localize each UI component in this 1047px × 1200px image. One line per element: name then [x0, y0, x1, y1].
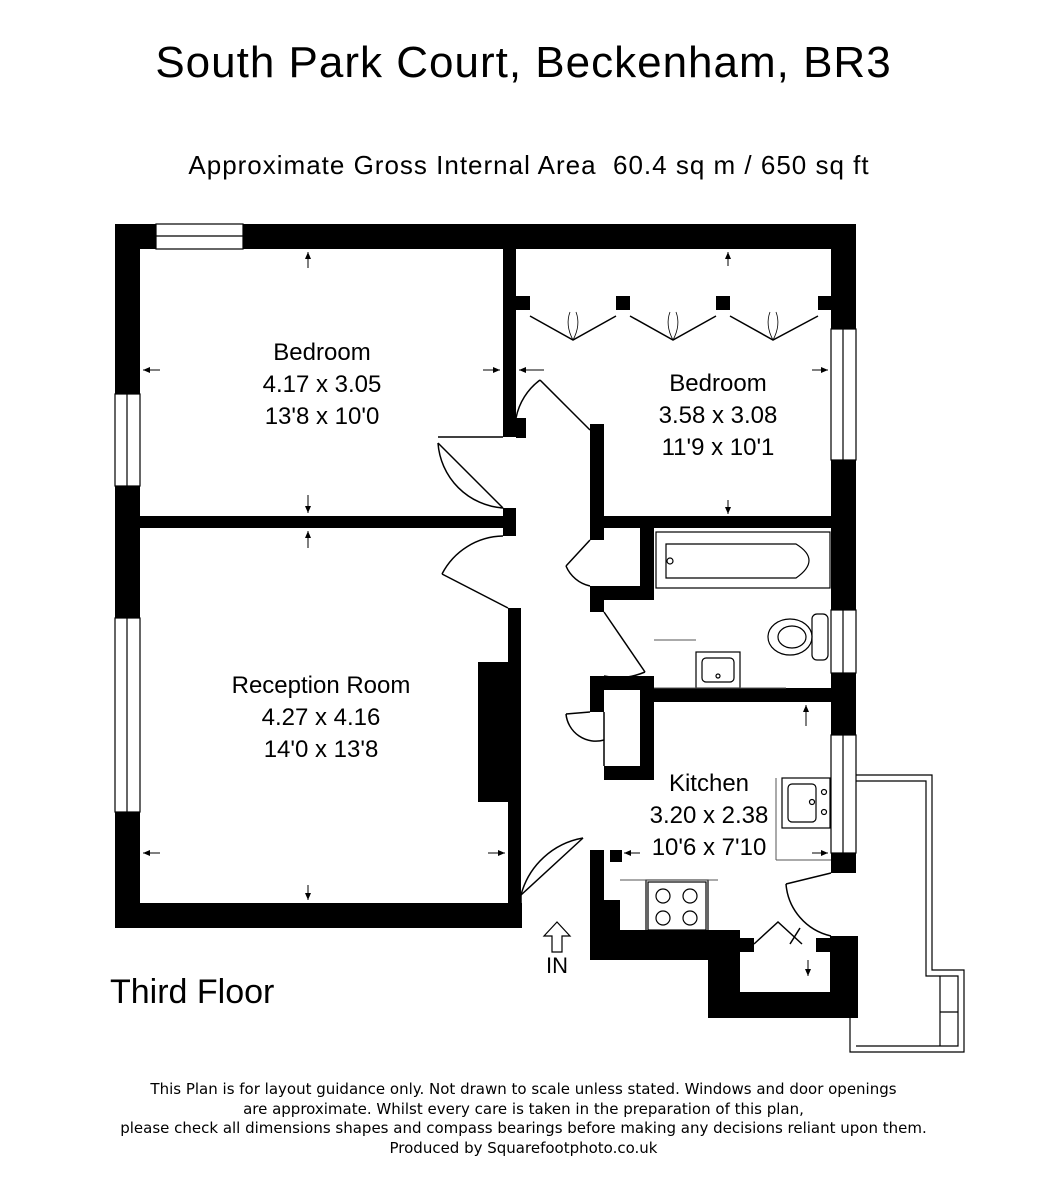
outer-walls: [115, 224, 858, 1018]
disclaimer-line-3: please check all dimensions shapes and compass bearings before making any decisions reliant upon them.: [120, 1119, 927, 1137]
balcony: [850, 775, 964, 1052]
bedroom-2-name: Bedroom: [669, 370, 767, 397]
entrance-arrow-icon: [544, 922, 570, 952]
toilet: [768, 614, 828, 660]
entrance-label: IN: [546, 953, 568, 978]
floor-label: Third Floor: [110, 973, 275, 1011]
dimension-markers: [143, 252, 828, 976]
room-label-bedroom-2: [659, 370, 778, 461]
bedroom-1-imperial: 13'8 x 10'0: [264, 403, 380, 430]
kitchen-imperial: 10'6 x 7'10: [651, 834, 767, 861]
disclaimer-line-4: Produced by Squarefootphoto.co.uk: [389, 1138, 658, 1157]
vanity-outline: [654, 640, 786, 688]
bathtub: [656, 532, 830, 588]
disclaimer: [0, 1080, 1047, 1158]
kitchen-metric: 3.20 x 2.38: [649, 802, 769, 829]
reception-imperial: 14'0 x 13'8: [263, 736, 379, 763]
reception-name: Reception Room: [231, 672, 411, 699]
hob: [646, 880, 708, 932]
gross-internal-area: Approximate Gross Internal Area 60.4 sq m / 650 sq ft: [188, 150, 870, 180]
room-label-reception: [232, 672, 411, 763]
bedroom-2-imperial: 11'9 x 10'1: [661, 434, 775, 461]
wardrobe-doors: [530, 312, 818, 340]
bathroom-sink: [696, 652, 740, 688]
reception-metric: 4.27 x 4.16: [261, 704, 381, 731]
bedroom-1-name: Bedroom: [273, 339, 371, 366]
disclaimer-line-2: are approximate. Whilst every care is taken in the preparation of this plan,: [243, 1099, 804, 1118]
disclaimer-line-1: This Plan is for layout guidance only. Not drawn to scale unless stated. Windows and door openings: [150, 1080, 897, 1098]
room-label-kitchen: [650, 770, 769, 861]
bedroom-2-metric: 3.58 x 3.08: [658, 402, 778, 429]
room-label-bedroom-1: [263, 339, 382, 430]
kitchen-name: Kitchen: [668, 770, 750, 797]
plan-title: South Park Court, Beckenham, BR3: [155, 38, 892, 87]
bedroom-1-metric: 4.17 x 3.05: [262, 371, 382, 398]
kitchen-sink: [782, 778, 830, 828]
